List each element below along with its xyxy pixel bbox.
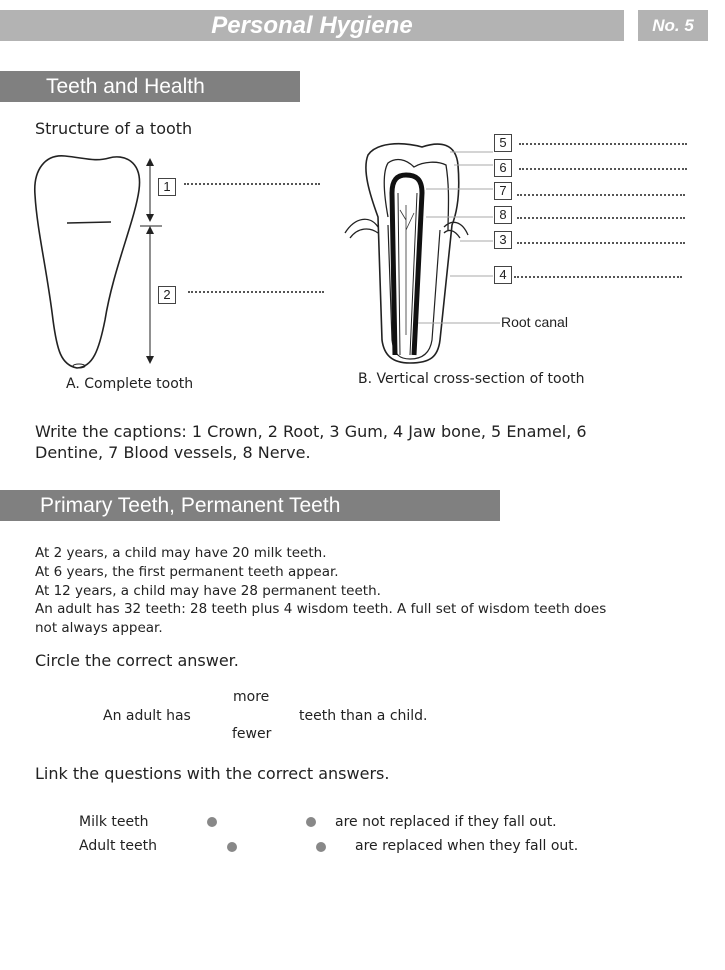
structure-heading: Structure of a tooth bbox=[35, 119, 193, 138]
answer-line-2[interactable] bbox=[188, 291, 324, 293]
question-milk-teeth: Milk teeth bbox=[79, 814, 149, 830]
label-box-1: 1 bbox=[158, 178, 176, 196]
answer-line-7[interactable] bbox=[517, 194, 685, 196]
question-dot-2[interactable] bbox=[227, 842, 237, 852]
sentence-start: An adult has bbox=[103, 708, 191, 724]
label-box-6: 6 bbox=[494, 159, 512, 177]
label-box-5: 5 bbox=[494, 134, 512, 152]
section-header-teeth-health bbox=[0, 71, 300, 102]
page-number: No. 5 bbox=[638, 10, 708, 41]
fact-line: not always appear. bbox=[35, 620, 163, 636]
question-dot-1[interactable] bbox=[207, 817, 217, 827]
answer-line-5[interactable] bbox=[519, 143, 687, 145]
answer-line-4[interactable] bbox=[514, 276, 682, 278]
caption-a: A. Complete tooth bbox=[66, 376, 194, 392]
option-more[interactable]: more bbox=[233, 689, 270, 705]
sentence-end: teeth than a child. bbox=[299, 708, 428, 724]
label-box-2: 2 bbox=[158, 286, 176, 304]
link-prompt: Link the questions with the correct answers. bbox=[35, 764, 390, 783]
label-box-3: 3 bbox=[494, 231, 512, 249]
section-title: Teeth and Health bbox=[46, 75, 205, 98]
fact-line: At 6 years, the first permanent teeth appear. bbox=[35, 564, 339, 580]
cross-section-diagram bbox=[340, 135, 510, 370]
answer-line-6[interactable] bbox=[519, 168, 687, 170]
section-header-primary-permanent bbox=[0, 490, 500, 521]
complete-tooth-diagram bbox=[25, 150, 165, 380]
instructions-line-2: Dentine, 7 Blood vessels, 8 Nerve. bbox=[35, 443, 311, 462]
root-canal-label: Root canal bbox=[501, 314, 568, 330]
section-title: Primary Teeth, Permanent Teeth bbox=[40, 494, 341, 517]
answer-line-1[interactable] bbox=[184, 183, 320, 185]
question-adult-teeth: Adult teeth bbox=[79, 838, 157, 854]
answer-line-3[interactable] bbox=[517, 242, 685, 244]
label-box-8: 8 bbox=[494, 206, 512, 224]
page-title: Personal Hygiene bbox=[0, 10, 624, 41]
fact-line: An adult has 32 teeth: 28 teeth plus 4 wisdom teeth. A full set of wisdom teeth does bbox=[35, 601, 607, 617]
label-box-7: 7 bbox=[494, 182, 512, 200]
fact-line: At 12 years, a child may have 28 permanent teeth. bbox=[35, 583, 381, 599]
circle-prompt: Circle the correct answer. bbox=[35, 651, 239, 670]
instructions-line-1: Write the captions: 1 Crown, 2 Root, 3 Gum, 4 Jaw bone, 5 Enamel, 6 bbox=[35, 422, 587, 441]
fact-line: At 2 years, a child may have 20 milk teeth. bbox=[35, 545, 327, 561]
answer-line-8[interactable] bbox=[517, 217, 685, 219]
option-fewer[interactable]: fewer bbox=[232, 726, 272, 742]
label-box-4: 4 bbox=[494, 266, 512, 284]
answer-dot-2[interactable] bbox=[316, 842, 326, 852]
answer-dot-1[interactable] bbox=[306, 817, 316, 827]
answer-replaced: are replaced when they fall out. bbox=[355, 838, 579, 854]
answer-not-replaced: are not replaced if they fall out. bbox=[335, 814, 557, 830]
caption-b: B. Vertical cross-section of tooth bbox=[358, 371, 585, 387]
